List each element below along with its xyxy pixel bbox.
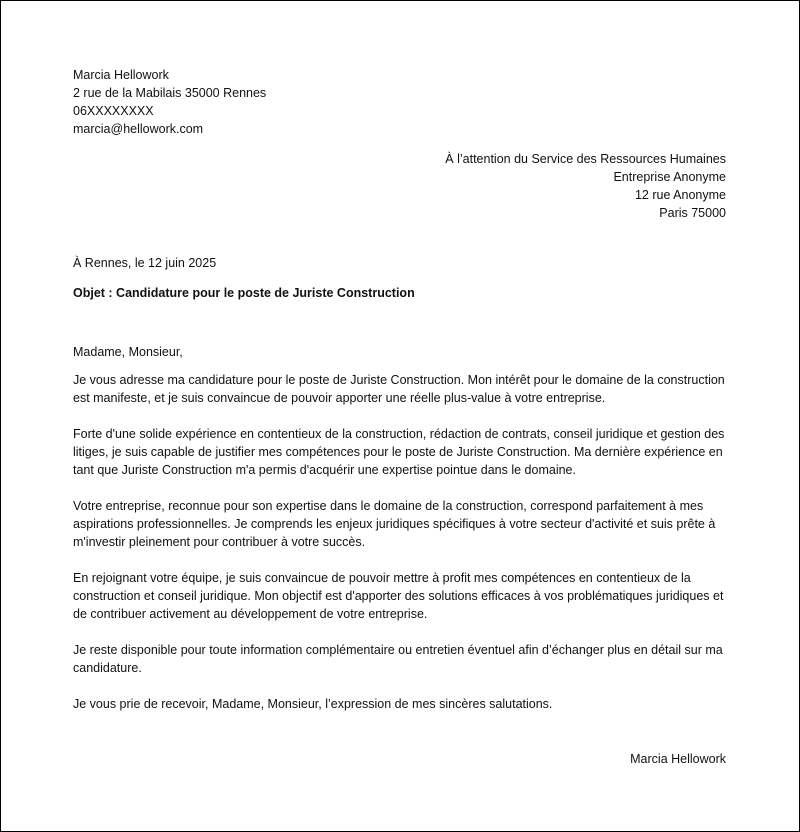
paragraph: Je vous adresse ma candidature pour le poste de Juriste Construction. Mon intérêt pour le domaine de la construction est manifeste, et je suis convaincue de pouvoir apporter une réelle plus-value à votre entreprise.	[73, 373, 725, 405]
recipient-block	[445, 150, 726, 222]
date-line: À Rennes, le 12 juin 2025	[73, 256, 217, 270]
letter-body	[73, 343, 727, 731]
paragraph: Forte d'une solide expérience en contentieux de la construction, rédaction de contrats, conseil juridique et gestion des litiges, je suis capable de justifier mes compétences pour le poste de Juriste Construction. Ma dernière expérience en tant que Juriste Construction m'a permis d'acquérir une expertise pointue dans le domaine.	[73, 427, 725, 477]
recipient-city: Paris 75000	[659, 206, 726, 220]
sender-name: Marcia Hellowork	[73, 68, 169, 82]
paragraph: Je reste disponible pour toute information complémentaire ou entretien éventuel afin d’échanger plus en détail sur ma candidature.	[73, 643, 723, 675]
salutation: Madame, Monsieur,	[73, 345, 183, 359]
closing-paragraph: Je vous prie de recevoir, Madame, Monsieur, l’expression de mes sincères salutations.	[73, 697, 553, 711]
sender-address: 2 rue de la Mabilais 35000 Rennes	[73, 86, 267, 100]
recipient-street: 12 rue Anonyme	[634, 188, 726, 202]
paragraph: En rejoignant votre équipe, je suis convaincue de pouvoir mettre à profit mes compétences en contentieux de la construction et conseil juridique. Mon objectif est d'apporter des solutions efficaces à vos problématiques juridiques et de contribuer activement au développement de votre entreprise.	[73, 571, 724, 621]
paragraph: Votre entreprise, reconnue pour son expertise dans le domaine de la construction, correspond parfaitement à mes aspirations professionnelles. Je comprends les enjeux juridiques spécifiques à votre secteur d'activité et suis prête à m'investir pleinement pour contribuer à votre succès.	[73, 499, 716, 549]
recipient-attention: À l’attention du Service des Ressources Humaines	[445, 152, 726, 166]
subject-line: Objet : Candidature pour le poste de Juriste Construction	[73, 286, 415, 300]
signature: Marcia Hellowork	[630, 752, 726, 766]
sender-email: marcia@hellowork.com	[73, 122, 204, 136]
sender-phone: 06XXXXXXXX	[73, 104, 154, 118]
sender-block	[73, 66, 266, 138]
recipient-company: Entreprise Anonyme	[613, 170, 726, 184]
